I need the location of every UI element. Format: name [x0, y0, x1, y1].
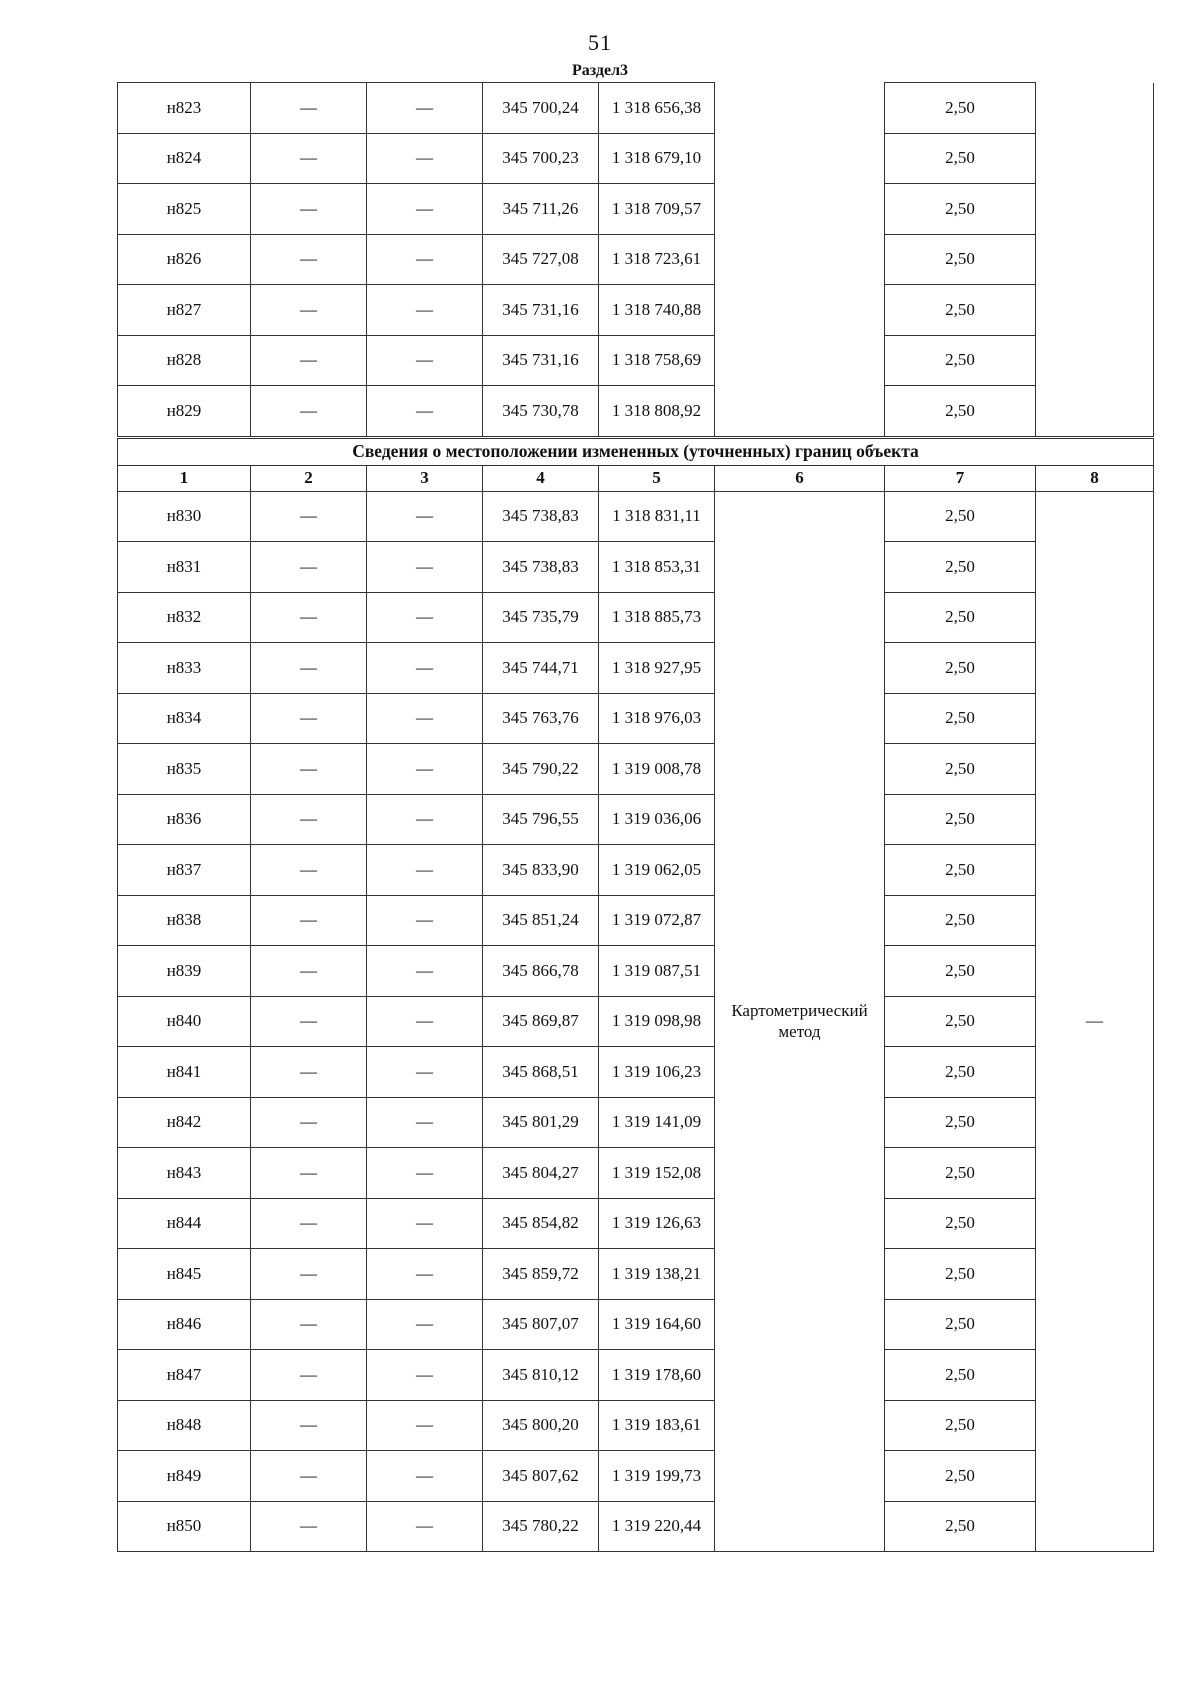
y-coordinate-cell: 1 319 141,09	[599, 1097, 715, 1148]
section-heading: Сведения о местоположении измененных (уточненных) границ объекта	[118, 437, 1154, 465]
point-id-cell: н836	[118, 794, 251, 845]
dash-cell: —	[367, 1249, 483, 1300]
point-id-cell: н827	[118, 285, 251, 336]
accuracy-cell: 2,50	[885, 1097, 1036, 1148]
y-coordinate-cell: 1 319 183,61	[599, 1400, 715, 1451]
accuracy-cell: 2,50	[885, 1350, 1036, 1401]
y-coordinate-cell: 1 319 087,51	[599, 946, 715, 997]
accuracy-cell: 2,50	[885, 542, 1036, 593]
x-coordinate-cell: 345 807,07	[483, 1299, 599, 1350]
column-number: 6	[715, 465, 885, 491]
table-row	[118, 1299, 1154, 1350]
x-coordinate-cell: 345 807,62	[483, 1451, 599, 1502]
x-coordinate-cell: 345 859,72	[483, 1249, 599, 1300]
x-coordinate-cell: 345 804,27	[483, 1148, 599, 1199]
y-coordinate-cell: 1 319 199,73	[599, 1451, 715, 1502]
x-coordinate-cell: 345 801,29	[483, 1097, 599, 1148]
x-coordinate-cell: 345 796,55	[483, 794, 599, 845]
table-row	[118, 1148, 1154, 1199]
dash-cell: —	[251, 996, 367, 1047]
column-number: 4	[483, 465, 599, 491]
point-id-cell: н842	[118, 1097, 251, 1148]
dash-cell: —	[367, 592, 483, 643]
dash-cell: —	[367, 744, 483, 795]
accuracy-cell: 2,50	[885, 1148, 1036, 1199]
dash-cell: —	[251, 133, 367, 184]
x-coordinate-cell: 345 727,08	[483, 234, 599, 285]
point-id-cell: н840	[118, 996, 251, 1047]
accuracy-cell: 2,50	[885, 335, 1036, 386]
dash-cell: —	[367, 491, 483, 542]
accuracy-cell: 2,50	[885, 234, 1036, 285]
table-row	[118, 234, 1154, 285]
accuracy-cell: 2,50	[885, 1501, 1036, 1552]
table-row	[118, 133, 1154, 184]
x-coordinate-cell: 345 763,76	[483, 693, 599, 744]
accuracy-cell: 2,50	[885, 895, 1036, 946]
point-id-cell: н828	[118, 335, 251, 386]
dash-cell: —	[367, 335, 483, 386]
dash-cell: —	[367, 285, 483, 336]
accuracy-cell: 2,50	[885, 1451, 1036, 1502]
dash-cell: —	[251, 285, 367, 336]
accuracy-cell: 2,50	[885, 996, 1036, 1047]
y-coordinate-cell: 1 318 976,03	[599, 693, 715, 744]
dash-cell: —	[251, 1249, 367, 1300]
dash-cell: —	[367, 1148, 483, 1199]
dash-cell: —	[367, 794, 483, 845]
dash-cell: —	[251, 184, 367, 235]
dash-cell: —	[251, 643, 367, 694]
x-coordinate-cell: 345 869,87	[483, 996, 599, 1047]
y-coordinate-cell: 1 319 152,08	[599, 1148, 715, 1199]
accuracy-cell: 2,50	[885, 133, 1036, 184]
point-id-cell: н830	[118, 491, 251, 542]
y-coordinate-cell: 1 318 831,11	[599, 491, 715, 542]
dash-cell: —	[251, 1350, 367, 1401]
dash-cell: —	[251, 946, 367, 997]
table-row	[118, 285, 1154, 336]
dash-cell: —	[367, 1198, 483, 1249]
dash-cell: —	[251, 794, 367, 845]
table-row	[118, 895, 1154, 946]
coordinates-table	[117, 82, 1154, 1552]
y-coordinate-cell: 1 319 062,05	[599, 845, 715, 896]
x-coordinate-cell: 345 833,90	[483, 845, 599, 896]
accuracy-cell: 2,50	[885, 386, 1036, 438]
dash-cell: —	[251, 386, 367, 438]
y-coordinate-cell: 1 318 679,10	[599, 133, 715, 184]
dash-cell: —	[367, 693, 483, 744]
point-id-cell: н848	[118, 1400, 251, 1451]
y-coordinate-cell: 1 319 106,23	[599, 1047, 715, 1098]
dash-cell: —	[367, 946, 483, 997]
section-heading-row	[118, 437, 1154, 465]
column-number: 8	[1036, 465, 1154, 491]
dash-cell: —	[251, 1148, 367, 1199]
dash-cell: —	[367, 1400, 483, 1451]
x-coordinate-cell: 345 744,71	[483, 643, 599, 694]
section-header-group	[118, 437, 1154, 491]
method-cell: Картометрический метод	[715, 491, 885, 1552]
table-row	[118, 794, 1154, 845]
accuracy-cell: 2,50	[885, 1400, 1036, 1451]
dash-cell: —	[367, 1451, 483, 1502]
x-coordinate-cell: 345 700,24	[483, 83, 599, 134]
dash-cell: —	[251, 1097, 367, 1148]
x-coordinate-cell: 345 711,26	[483, 184, 599, 235]
table-row	[118, 1350, 1154, 1401]
notes-cell-empty	[1036, 83, 1154, 438]
table-row	[118, 693, 1154, 744]
point-id-cell: н826	[118, 234, 251, 285]
y-coordinate-cell: 1 319 164,60	[599, 1299, 715, 1350]
top-rows-group	[118, 83, 1154, 438]
notes-cell: —	[1036, 491, 1154, 1552]
dash-cell: —	[251, 1451, 367, 1502]
column-number: 7	[885, 465, 1036, 491]
page-number: 51	[588, 30, 612, 55]
table-row	[118, 335, 1154, 386]
accuracy-cell: 2,50	[885, 693, 1036, 744]
dash-cell: —	[251, 1047, 367, 1098]
point-id-cell: н849	[118, 1451, 251, 1502]
dash-cell: —	[367, 83, 483, 134]
dash-cell: —	[367, 1097, 483, 1148]
dash-cell: —	[251, 234, 367, 285]
dash-cell: —	[251, 1501, 367, 1552]
y-coordinate-cell: 1 318 808,92	[599, 386, 715, 438]
x-coordinate-cell: 345 800,20	[483, 1400, 599, 1451]
accuracy-cell: 2,50	[885, 744, 1036, 795]
table-row	[118, 1047, 1154, 1098]
y-coordinate-cell: 1 318 709,57	[599, 184, 715, 235]
x-coordinate-cell: 345 731,16	[483, 335, 599, 386]
dash-cell: —	[367, 1501, 483, 1552]
y-coordinate-cell: 1 319 036,06	[599, 794, 715, 845]
point-id-cell: н846	[118, 1299, 251, 1350]
point-id-cell: н844	[118, 1198, 251, 1249]
y-coordinate-cell: 1 319 126,63	[599, 1198, 715, 1249]
dash-cell: —	[367, 234, 483, 285]
y-coordinate-cell: 1 318 927,95	[599, 643, 715, 694]
dash-cell: —	[251, 895, 367, 946]
accuracy-cell: 2,50	[885, 491, 1036, 542]
point-id-cell: н839	[118, 946, 251, 997]
y-coordinate-cell: 1 319 138,21	[599, 1249, 715, 1300]
point-id-cell: н843	[118, 1148, 251, 1199]
x-coordinate-cell: 345 735,79	[483, 592, 599, 643]
column-number: 2	[251, 465, 367, 491]
column-number-row	[118, 465, 1154, 491]
y-coordinate-cell: 1 319 178,60	[599, 1350, 715, 1401]
accuracy-cell: 2,50	[885, 1249, 1036, 1300]
column-number: 5	[599, 465, 715, 491]
x-coordinate-cell: 345 700,23	[483, 133, 599, 184]
dash-cell: —	[367, 133, 483, 184]
point-id-cell: н834	[118, 693, 251, 744]
dash-cell: —	[367, 386, 483, 438]
dash-cell: —	[251, 744, 367, 795]
x-coordinate-cell: 345 730,78	[483, 386, 599, 438]
x-coordinate-cell: 345 780,22	[483, 1501, 599, 1552]
y-coordinate-cell: 1 318 723,61	[599, 234, 715, 285]
y-coordinate-cell: 1 319 098,98	[599, 996, 715, 1047]
table-row	[118, 386, 1154, 438]
accuracy-cell: 2,50	[885, 1047, 1036, 1098]
method-cell-empty	[715, 83, 885, 438]
accuracy-cell: 2,50	[885, 592, 1036, 643]
point-id-cell: н832	[118, 592, 251, 643]
point-id-cell: н850	[118, 1501, 251, 1552]
point-id-cell: н838	[118, 895, 251, 946]
y-coordinate-cell: 1 319 072,87	[599, 895, 715, 946]
accuracy-cell: 2,50	[885, 794, 1036, 845]
point-id-cell: н837	[118, 845, 251, 896]
accuracy-cell: 2,50	[885, 83, 1036, 134]
dash-cell: —	[251, 83, 367, 134]
dash-cell: —	[367, 895, 483, 946]
table-row	[118, 1451, 1154, 1502]
y-coordinate-cell: 1 318 740,88	[599, 285, 715, 336]
dash-cell: —	[251, 693, 367, 744]
accuracy-cell: 2,50	[885, 643, 1036, 694]
dash-cell: —	[367, 542, 483, 593]
x-coordinate-cell: 345 810,12	[483, 1350, 599, 1401]
x-coordinate-cell: 345 854,82	[483, 1198, 599, 1249]
dash-cell: —	[367, 845, 483, 896]
table-row	[118, 1249, 1154, 1300]
y-coordinate-cell: 1 318 656,38	[599, 83, 715, 134]
x-coordinate-cell: 345 790,22	[483, 744, 599, 795]
table-row	[118, 845, 1154, 896]
dash-cell: —	[251, 1198, 367, 1249]
table-row	[118, 184, 1154, 235]
point-id-cell: н845	[118, 1249, 251, 1300]
dash-cell: —	[367, 1299, 483, 1350]
table-row	[118, 83, 1154, 134]
column-number: 3	[367, 465, 483, 491]
y-coordinate-cell: 1 318 758,69	[599, 335, 715, 386]
point-id-cell: н833	[118, 643, 251, 694]
y-coordinate-cell: 1 319 008,78	[599, 744, 715, 795]
accuracy-cell: 2,50	[885, 1198, 1036, 1249]
x-coordinate-cell: 345 868,51	[483, 1047, 599, 1098]
main-rows-group	[118, 491, 1154, 1552]
table-row	[118, 643, 1154, 694]
column-number: 1	[118, 465, 251, 491]
section-title: Раздел3	[571, 62, 629, 79]
x-coordinate-cell: 345 851,24	[483, 895, 599, 946]
point-id-cell: н831	[118, 542, 251, 593]
table-row	[118, 1097, 1154, 1148]
dash-cell: —	[367, 643, 483, 694]
x-coordinate-cell: 345 738,83	[483, 542, 599, 593]
table-row	[118, 744, 1154, 795]
point-id-cell: н829	[118, 386, 251, 438]
table-row	[118, 1501, 1154, 1552]
point-id-cell: н841	[118, 1047, 251, 1098]
table-row	[118, 946, 1154, 997]
accuracy-cell: 2,50	[885, 845, 1036, 896]
table-row	[118, 1198, 1154, 1249]
x-coordinate-cell: 345 866,78	[483, 946, 599, 997]
table-row	[118, 491, 1154, 542]
dash-cell: —	[251, 1400, 367, 1451]
accuracy-cell: 2,50	[885, 184, 1036, 235]
accuracy-cell: 2,50	[885, 1299, 1036, 1350]
table-row	[118, 592, 1154, 643]
point-id-cell: н823	[118, 83, 251, 134]
dash-cell: —	[367, 1047, 483, 1098]
point-id-cell: н825	[118, 184, 251, 235]
y-coordinate-cell: 1 319 220,44	[599, 1501, 715, 1552]
x-coordinate-cell: 345 738,83	[483, 491, 599, 542]
table-row	[118, 542, 1154, 593]
accuracy-cell: 2,50	[885, 285, 1036, 336]
x-coordinate-cell: 345 731,16	[483, 285, 599, 336]
dash-cell: —	[367, 184, 483, 235]
point-id-cell: н847	[118, 1350, 251, 1401]
point-id-cell: н835	[118, 744, 251, 795]
dash-cell: —	[367, 996, 483, 1047]
dash-cell: —	[251, 592, 367, 643]
dash-cell: —	[251, 1299, 367, 1350]
dash-cell: —	[251, 542, 367, 593]
dash-cell: —	[251, 335, 367, 386]
dash-cell: —	[251, 491, 367, 542]
accuracy-cell: 2,50	[885, 946, 1036, 997]
table-row	[118, 996, 1154, 1047]
table-row	[118, 1400, 1154, 1451]
point-id-cell: н824	[118, 133, 251, 184]
y-coordinate-cell: 1 318 885,73	[599, 592, 715, 643]
dash-cell: —	[251, 845, 367, 896]
dash-cell: —	[367, 1350, 483, 1401]
y-coordinate-cell: 1 318 853,31	[599, 542, 715, 593]
